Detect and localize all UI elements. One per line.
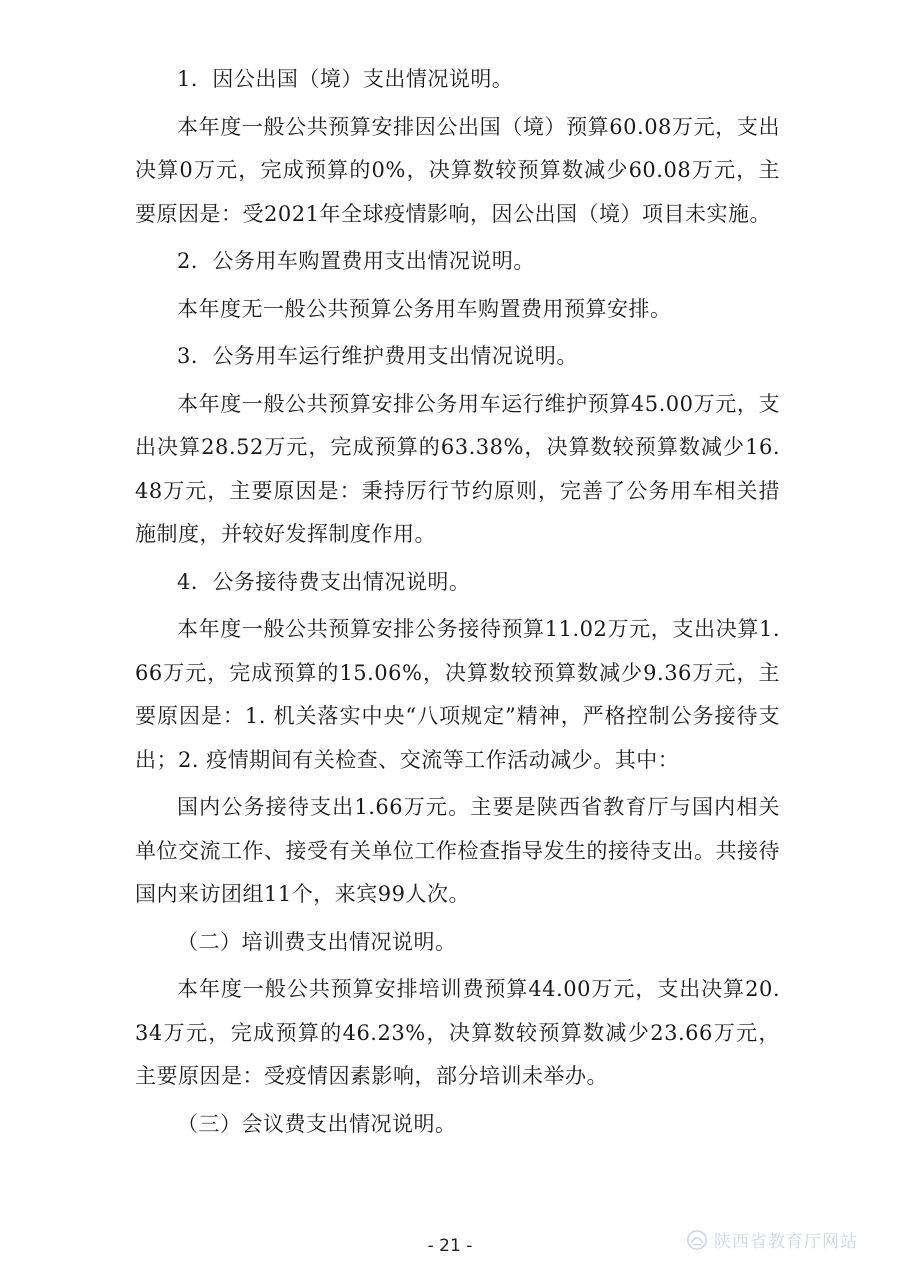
paragraph-reception-detail: 本年度一般公共预算安排公务接待预算11.02万元，支出决算1.66万元，完成预算的15.06%，决算数较预算数减少9.36万元，主要原因是：1. 机关落实中央“八项规定”精神，严格控制公务接待支出；2. 疫情期间有关检查、交流等工作活动减少。其中： xyxy=(135,617,780,772)
paragraph-domestic-reception: 国内公务接待支出1.66万元。主要是陕西省教育厅与国内相关单位交流工作、接受有关单位工作检查指导发生的接待支出。共接待国内来访团组11个，来宾99人次。 xyxy=(135,795,780,906)
site-watermark xyxy=(686,1227,858,1252)
watermark-text: 陕西省教育厅网站 xyxy=(714,1232,858,1252)
paragraph-heading-vehicle-maintenance: 3．公务用车运行维护费用支出情况说明。 xyxy=(177,344,578,368)
paragraph-training-detail: 本年度一般公共预算安排培训费预算44.00万元，支出决算20.34万元，完成预算的46.23%，决算数较预算数减少23.66万元，主要原因是：受疫情因素影响，部分培训未举办。 xyxy=(135,977,780,1088)
paragraph-heading-vehicle-purchase: 2．公务用车购置费用支出情况说明。 xyxy=(177,249,535,273)
site-logo-icon xyxy=(686,1229,708,1251)
paragraph-vehicle-maintenance-detail: 本年度一般公共预算安排公务用车运行维护预算45.00万元，支出决算28.52万元，完成预算的63.38%，决算数较预算数减少16.48万元，主要原因是：秉持厉行节约原则，完善了公务用车相关措施制度，并较好发挥制度作用。 xyxy=(135,391,780,546)
paragraph-heading-meeting: （三）会议费支出情况说明。 xyxy=(177,1111,457,1136)
paragraph-heading-training: （二）培训费支出情况说明。 xyxy=(177,929,457,954)
paragraph-heading-reception: 4．公务接待费支出情况说明。 xyxy=(177,569,471,594)
document-body xyxy=(135,58,780,1150)
paragraph-overseas-detail: 本年度一般公共预算安排因公出国（境）预算60.08万元，支出决算0万元，完成预算的0%，决算数较预算数减少60.08万元，主要原因是：受2021年全球疫情影响，因公出国（境）项目未实施。 xyxy=(135,114,780,226)
page-number: - 21 - xyxy=(427,1236,473,1256)
paragraph-vehicle-purchase-detail: 本年度无一般公共预算公务用车购置费用预算安排。 xyxy=(177,296,672,321)
paragraph-heading-overseas: 1．因公出国（境）支出情况说明。 xyxy=(177,67,514,91)
